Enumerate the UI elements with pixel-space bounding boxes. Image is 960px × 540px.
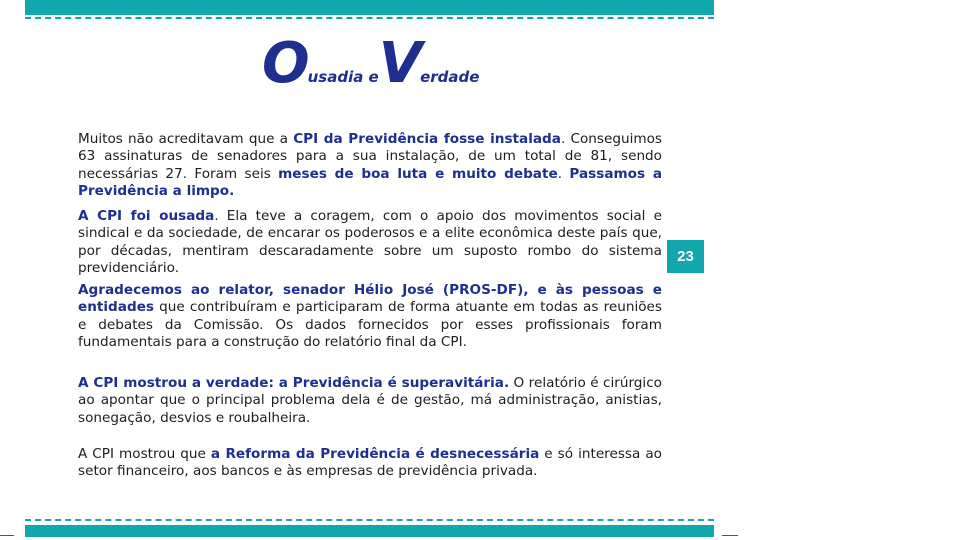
top-teal-band <box>25 0 714 15</box>
highlight-text: CPI da Previdência fosse instalada <box>293 131 561 147</box>
paragraph-reforma-desnecessaria: A CPI mostrou que a Reforma da Previdência é desnecessária e só interessa ao setor financeiro, aos bancos e às empresas de previdência privada. <box>78 446 662 480</box>
highlight-text: A CPI mostrou a verdade: a Previdência é superavitária. <box>78 375 510 391</box>
paragraph-cpi-instalada: Muitos não acreditavam que a CPI da Previdência fosse instalada. Conseguimos 63 assinaturas de senadores para a sua instalação, de um total de 81, sendo necessárias 27. Foram seis meses de boa luta e muito debate. Passamos a Previdência a limpo. <box>78 131 663 200</box>
title-word-verdade: erdade <box>420 68 480 86</box>
paragraph-agradecimentos: Agradecemos ao relator, senador Hélio José (PROS-DF), e às pessoas e entidades que contribuíram e participaram de forma atuante em todas as reuniões e debates da Comissão. Os dados fornecidos por esses profissionais foram fundamentais para a construção do relatório final da CPI. <box>78 282 662 351</box>
page-title <box>262 31 480 96</box>
highlight-text: A CPI foi ousada <box>78 208 215 224</box>
right-edge-rule <box>722 535 738 536</box>
highlight-text: a Reforma da Previdência é desnecessária <box>210 446 540 462</box>
bottom-teal-band <box>25 525 714 537</box>
top-dashed-divider <box>25 17 714 19</box>
page-number-badge: 23 <box>667 240 704 273</box>
title-initial-v: V <box>378 31 421 96</box>
bottom-dashed-divider <box>25 519 714 521</box>
left-edge-rule <box>0 535 14 536</box>
highlight-text: meses de boa luta e muito debate <box>278 165 558 182</box>
highlight-text: Passamos a Previdência a limpo. <box>78 165 662 200</box>
title-word-ousadia: usadia e <box>307 68 379 86</box>
title-initial-o: O <box>262 31 308 96</box>
paragraph-previdencia-superavitaria: A CPI mostrou a verdade: a Previdência é superavitária. O relatório é cirúrgico ao apontar que o principal problema dela é de gestão, má administração, anistias, sonegação, desvios e roubalheira. <box>78 375 662 426</box>
paragraph-cpi-ousada: A CPI foi ousada. Ela teve a coragem, com o apoio dos movimentos social e sindical e da sociedade, de encarar os poderosos e a elite econômica deste país que, por décadas, mentiram descaradamente sobre um suposto rombo do sistema previdenciário. <box>78 208 662 277</box>
highlight-text: Agradecemos ao relator, senador Hélio José (PROS-DF), e às pessoas e entidades <box>78 282 662 316</box>
